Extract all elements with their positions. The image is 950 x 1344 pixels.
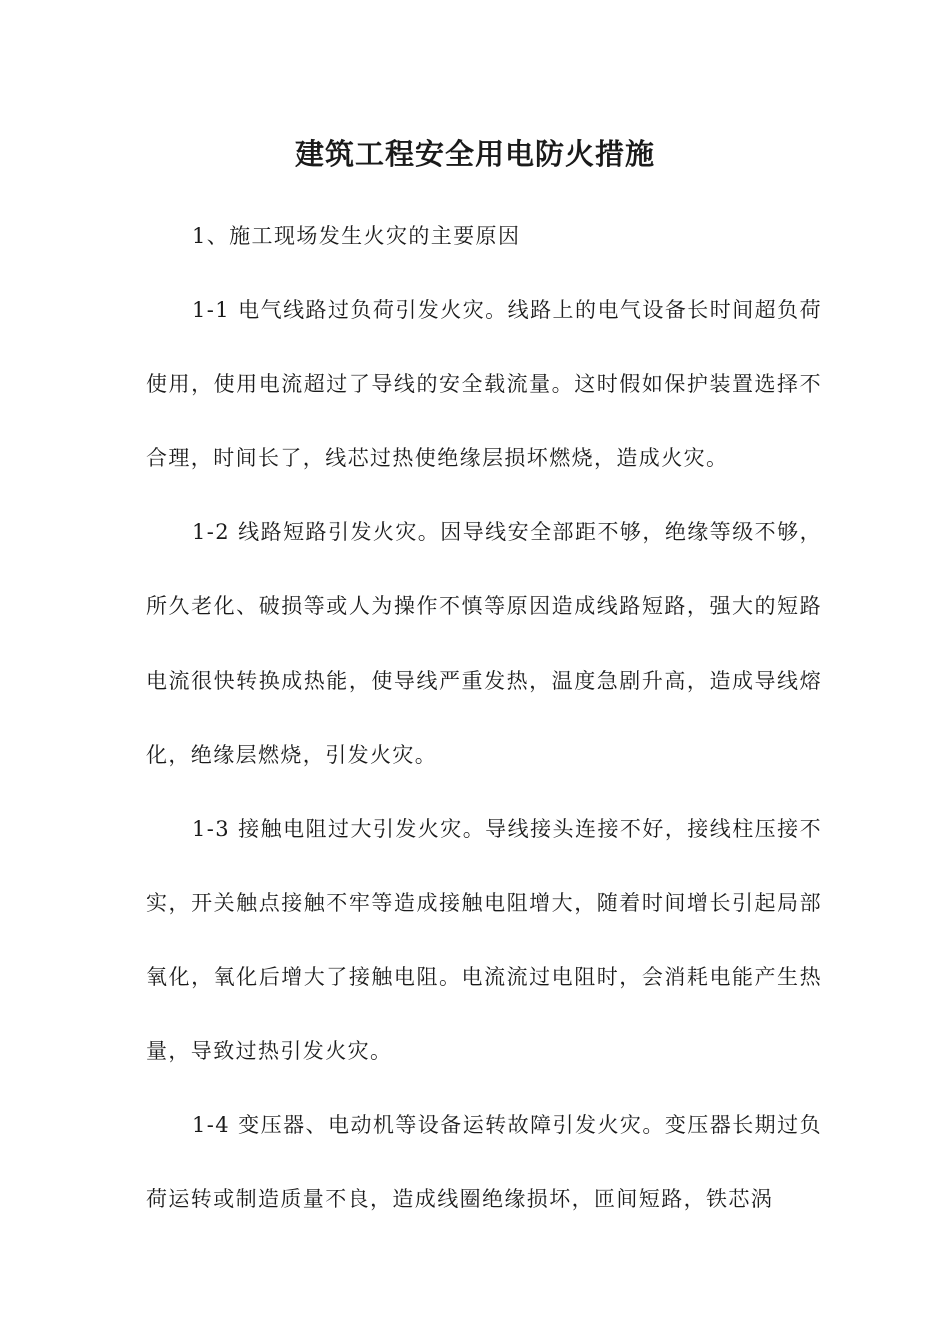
document-body: [146, 199, 822, 1236]
paragraph-contact-resistance: 1-3 接触电阻过大引发火灾。导线接头连接不好，接线柱压接不实，开关触点接触不牢等造成接触电阻增大，随着时间增长引起局部氧化，氧化后增大了接触电阻。电流流过电阻时，会消耗电能产生热量，导致过热引发火灾。: [146, 816, 822, 1064]
paragraph-equipment-fault: 1-4 变压器、电动机等设备运转故障引发火灾。变压器长期过负荷运转或制造质量不良，造成线圈绝缘损坏，匝间短路，铁芯涡: [146, 1113, 822, 1212]
paragraph-short-circuit: 1-2 线路短路引发火灾。因导线安全部距不够，绝缘等级不够，所久老化、破损等或人为操作不慎等原因造成线路短路，强大的短路电流很快转换成热能，使导线严重发热，温度急剧升高，造成导线熔化，绝缘层燃烧，引发火灾。: [146, 520, 822, 767]
paragraph-overload: 1-1 电气线路过负荷引发火灾。线路上的电气设备长时间超负荷使用，使用电流超过了导线的安全载流量。这时假如保护装置选择不合理，时间长了，线芯过热使绝缘层损坏燃烧，造成火灾。: [146, 298, 822, 471]
paragraph-section-heading: 1、施工现场发生火灾的主要原因: [192, 224, 521, 248]
document-title: 建筑工程安全用电防火措施: [294, 137, 655, 171]
